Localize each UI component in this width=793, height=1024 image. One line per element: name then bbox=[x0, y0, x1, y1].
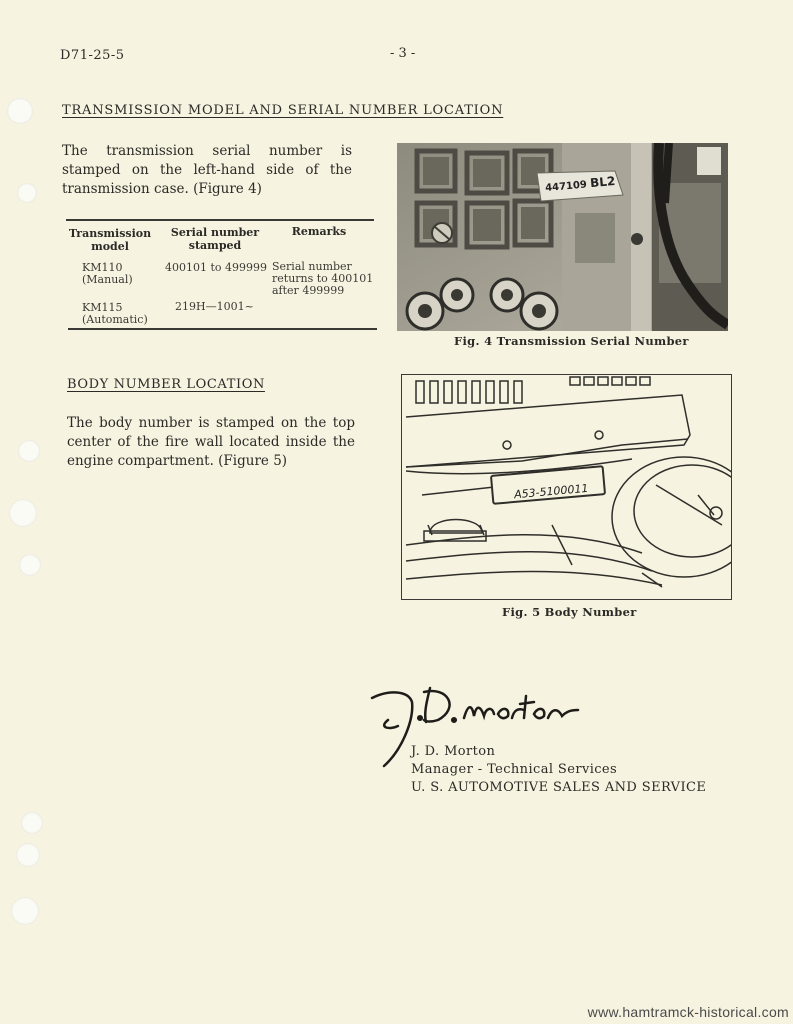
table-row-type: (Manual) bbox=[82, 273, 133, 286]
body-number-plate-text: A53-5100011 bbox=[513, 481, 589, 502]
figure-4-photo bbox=[397, 143, 728, 331]
body-number-paragraph: The body number is stamped on the top center of the fire wall located inside the engine compartment. (Figure 5) bbox=[67, 415, 355, 469]
signer-organization: U. S. AUTOMOTIVE SALES AND SERVICE bbox=[411, 780, 707, 795]
figure-5-drawing bbox=[401, 374, 732, 600]
binder-hole bbox=[11, 897, 39, 925]
table-row-remarks: Serial number returns to 400101 after 499999 bbox=[272, 260, 374, 297]
binder-hole bbox=[21, 812, 43, 834]
body-number-heading: BODY NUMBER LOCATION bbox=[67, 377, 265, 392]
table-row-serial: 400101 to 499999 bbox=[165, 261, 268, 274]
binder-hole bbox=[18, 440, 40, 462]
serial-stamp-text: 447109 BL2 bbox=[544, 173, 616, 195]
table-header-remarks: Remarks bbox=[291, 225, 347, 238]
document-id: D71-25-5 bbox=[60, 48, 125, 63]
binder-hole bbox=[19, 554, 41, 576]
table-row-serial: 219H—1001~ bbox=[175, 300, 254, 313]
page-number: - 3 - bbox=[390, 46, 416, 61]
signer-title: Manager - Technical Services bbox=[411, 762, 618, 777]
figure-5-caption: Fig. 5 Body Number bbox=[502, 605, 637, 619]
binder-hole bbox=[16, 843, 40, 867]
footer-url: www.hamtramck-historical.com bbox=[587, 1004, 789, 1020]
transmission-paragraph: The transmission serial number is stamped on the left-hand side of the transmission case. (Figure 4) bbox=[62, 143, 352, 197]
transmission-heading: TRANSMISSION MODEL AND SERIAL NUMBER LOCATION bbox=[62, 103, 504, 118]
table-row-model: KM110 bbox=[82, 261, 123, 274]
table-header-model: Transmission model bbox=[68, 227, 152, 253]
signer-name: J. D. Morton bbox=[411, 744, 496, 759]
table-row-type: (Automatic) bbox=[82, 313, 148, 326]
table-top-rule bbox=[66, 219, 374, 221]
table-header-serial: Serial number stamped bbox=[170, 226, 260, 252]
table-row-model: KM115 bbox=[82, 301, 123, 314]
table-bottom-rule bbox=[68, 328, 377, 330]
binder-hole bbox=[9, 499, 37, 527]
binder-hole bbox=[17, 183, 37, 203]
binder-hole bbox=[7, 98, 33, 124]
figure-4-caption: Fig. 4 Transmission Serial Number bbox=[454, 334, 689, 348]
